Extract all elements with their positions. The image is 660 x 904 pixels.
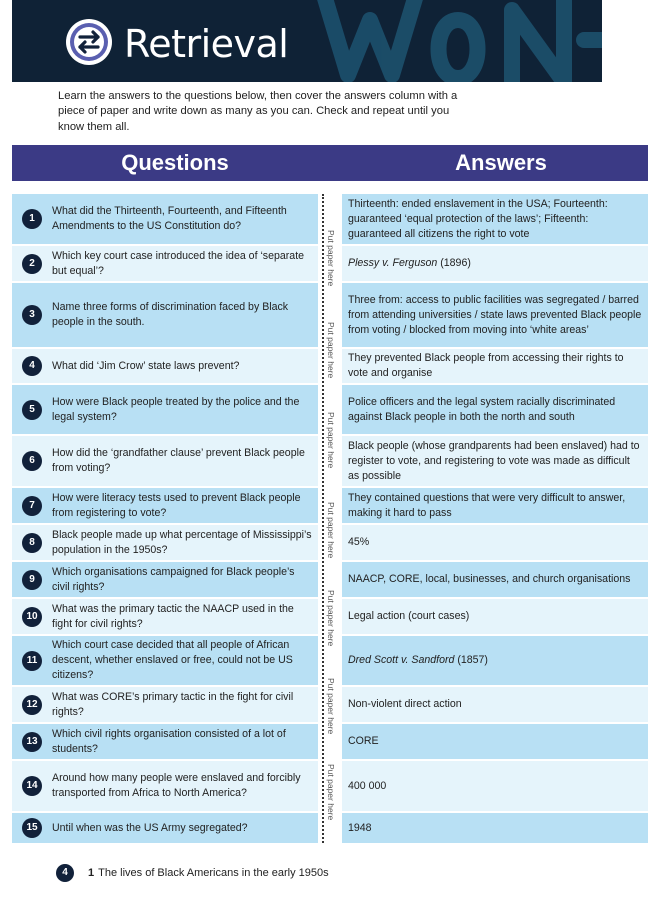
page-title: Retrieval — [124, 22, 289, 66]
answer-cell — [342, 687, 648, 722]
question-number-badge: 4 — [22, 356, 42, 376]
question-cell — [12, 525, 318, 560]
question-cell — [12, 194, 318, 244]
answer-cell — [342, 283, 648, 347]
question-number-badge: 11 — [22, 651, 42, 671]
answer-text: 45% — [348, 536, 370, 548]
answer-text: They contained questions that were very difficult to answer, making it hard to pass — [348, 491, 626, 519]
answer-text: Legal action (court cases) — [348, 610, 470, 622]
answer-text: 400 000 — [348, 779, 387, 792]
question-text: What did ‘Jim Crow’ state laws prevent? — [52, 359, 240, 372]
question-cell — [12, 599, 318, 634]
question-number-badge: 8 — [22, 533, 42, 553]
answer-cell — [342, 636, 648, 685]
question-cell — [12, 246, 318, 281]
put-paper-here-label: Put paper here — [326, 321, 336, 379]
question-cell — [12, 283, 318, 347]
put-paper-here-label: Put paper here — [326, 677, 336, 735]
question-cell — [12, 349, 318, 383]
question-cell — [12, 385, 318, 434]
answer-cell — [342, 599, 648, 634]
question-text: Until when was the US Army segregated? — [52, 821, 248, 834]
answer-text: Black people (whose grandparents had been enslaved) had to register to vote, and registering to vote was made as difficult as possible — [348, 439, 640, 482]
answer-text: Thirteenth: ended enslavement in the USA; Fourteenth: guaranteed ‘equal protection of the laws’; Fifteenth: guaranteed all citizens the right to vote — [348, 197, 608, 240]
instructions-text: Learn the answers to the questions below, then cover the answers column with a piece of paper and write down as many as you can. Check and repeat until you know them all. — [58, 90, 458, 133]
question-cell — [12, 488, 318, 523]
question-number-badge: 1 — [22, 209, 42, 229]
put-paper-here-label: Put paper here — [326, 501, 336, 559]
question-cell — [12, 761, 318, 811]
question-number-badge: 2 — [22, 254, 42, 274]
question-text: Which key court case introduced the idea of ‘separate but equal’? — [52, 249, 305, 277]
question-text: Which organisations campaigned for Black people’s civil rights? — [52, 565, 295, 593]
answer-case-name: Plessy v. Ferguson — [348, 257, 438, 269]
question-cell — [12, 813, 318, 843]
question-number-badge: 6 — [22, 451, 42, 471]
answer-cell — [342, 246, 648, 281]
question-number-badge: 3 — [22, 305, 42, 325]
answer-text: Non-violent direct action — [348, 698, 462, 710]
answer-cell — [342, 436, 648, 486]
answer-cell — [342, 525, 648, 560]
question-number-badge: 14 — [22, 776, 42, 796]
question-number-badge: 7 — [22, 496, 42, 516]
answer-cell — [342, 194, 648, 244]
answer-cell — [342, 761, 648, 811]
chapter-title — [88, 865, 329, 881]
answer-cell — [342, 349, 648, 383]
answer-text: Three from: access to public facilities was segregated / barred from attending universities / state laws prevented Black people from voting / blocked from moving into ‘white areas’ — [348, 293, 642, 336]
question-text: Which civil rights organisation consisted of a lot of students? — [52, 727, 286, 755]
question-cell — [12, 436, 318, 486]
question-text: What did the Thirteenth, Fourteenth, and Fifteenth Amendments to the US Constitution do? — [52, 205, 287, 232]
put-paper-here-label: Put paper here — [326, 589, 336, 647]
put-paper-here-label: Put paper here — [326, 763, 336, 821]
title-banner — [12, 0, 602, 82]
question-cell — [12, 562, 318, 597]
question-number-badge: 12 — [22, 695, 42, 715]
answer-case-name: Dred Scott v. Sandford — [348, 654, 455, 666]
answer-text: 1948 — [348, 821, 372, 834]
answer-text: NAACP, CORE, local, businesses, and church organisations — [348, 573, 631, 585]
put-paper-here-label: Put paper here — [326, 229, 336, 287]
answer-text: Police officers and the legal system racially discriminated against Black people in both the north and south — [348, 395, 616, 423]
chapter-title-text: The lives of Black Americans in the early 1950s — [98, 867, 329, 879]
question-text: How were Black people treated by the police and the legal system? — [52, 395, 300, 423]
question-text: Name three forms of discrimination faced by Black people in the south. — [52, 301, 289, 328]
question-cell — [12, 724, 318, 759]
question-text: What was CORE’s primary tactic in the fight for civil rights? — [52, 690, 294, 718]
page-number: 4 — [56, 864, 74, 882]
column-header-bar — [12, 145, 648, 181]
question-cell — [12, 687, 318, 722]
put-paper-here-label: Put paper here — [326, 411, 336, 469]
question-number-badge: 5 — [22, 400, 42, 420]
answer-text: (1857) — [454, 654, 488, 666]
questions-heading: Questions — [121, 150, 229, 175]
answer-cell — [342, 813, 648, 843]
question-number-badge: 15 — [22, 818, 42, 838]
question-text: How did the ‘grandfather clause’ prevent Black people from voting? — [52, 447, 305, 474]
answer-text: They prevented Black people from accessing their rights to vote and organise — [348, 352, 624, 379]
question-number-badge: 10 — [22, 607, 42, 627]
answer-cell — [342, 488, 648, 523]
answers-heading: Answers — [455, 150, 547, 175]
question-number-badge: 9 — [22, 570, 42, 590]
answer-cell — [342, 385, 648, 434]
question-text: What was the primary tactic the NAACP used in the fight for civil rights? — [52, 602, 294, 630]
answer-text: (1896) — [437, 257, 471, 269]
question-cell — [12, 636, 318, 685]
question-number-badge: 13 — [22, 732, 42, 752]
question-text: How were literacy tests used to prevent Black people from registering to vote? — [52, 491, 301, 519]
question-text: Which court case decided that all people of African descent, whether enslaved or free, could not be US citizens? — [52, 639, 293, 681]
question-text: Around how many people were enslaved and forcibly transported from Africa to North America? — [52, 772, 301, 799]
answer-cell — [342, 724, 648, 759]
answer-text: CORE — [348, 735, 379, 747]
chapter-number: 1 — [88, 867, 95, 879]
answer-cell — [342, 562, 648, 597]
question-text: Black people made up what percentage of Mississippi’s population in the 1950s? — [52, 528, 312, 556]
swap-arrows-icon — [64, 17, 114, 67]
